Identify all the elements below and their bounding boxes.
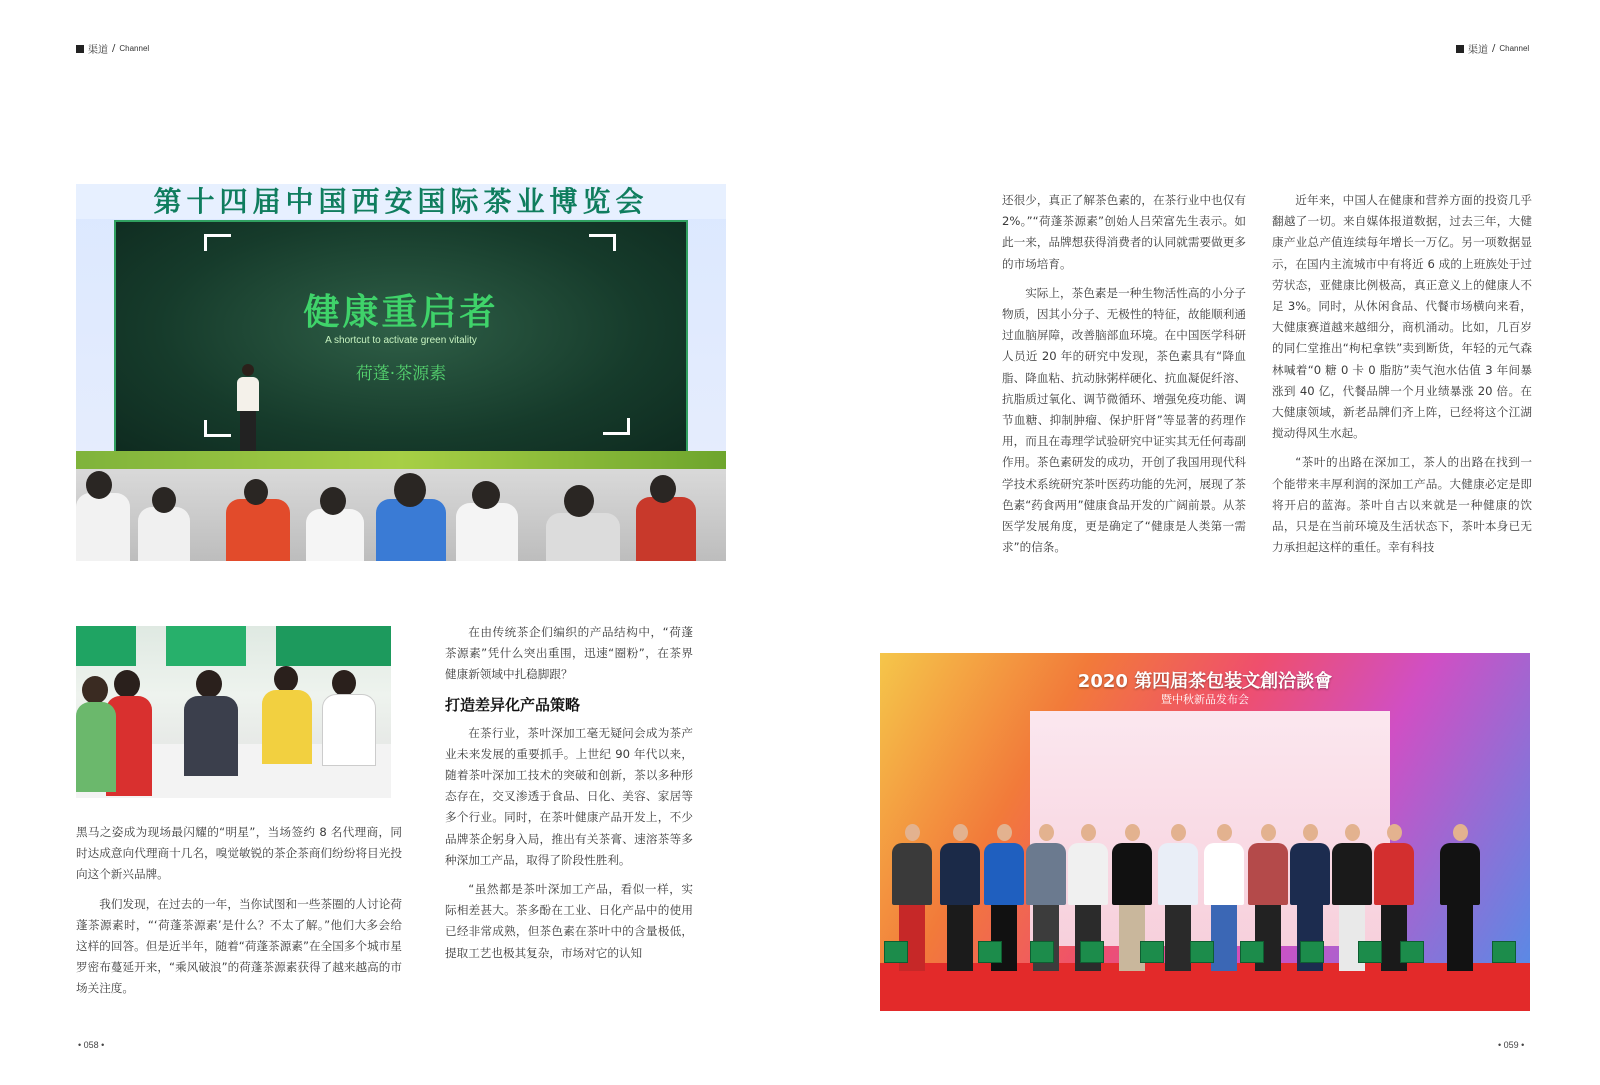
- paragraph: 近年来，中国人在健康和营养方面的投资几乎翻越了一切。来自媒体报道数据，过去三年，大健康产业总产值连续每年增长一万亿。另一项数据显示，在国内主流城市中有将近 6 成的上班族处于过劳状态，亚健康比例极高，真正意义上的健康人不足 3%。同时，从休闲食品、代餐市场横向来看，大健康赛道越来越细分，商机涌动。比如，几百岁的同仁堂推出“枸杞拿铁”卖到断货，年轻的元气森林喊着“0 糖 0 卡 0 脂肪”卖气泡水估值 3 年间暴涨到 40 亿，代餐品牌一个月业绩暴涨 20 倍。在大健康领域，新老品牌们齐上阵，已经将这个江湖搅动得风生水起。: [1272, 193, 1532, 441]
- section-name-en: Channel: [1499, 44, 1530, 53]
- expo-visitors-photo: [76, 626, 391, 798]
- stage-screen: [114, 220, 688, 460]
- section-name: 渠道: [1468, 45, 1488, 56]
- forum-title-year: 2020: [1077, 671, 1128, 692]
- expo-banner: 第十四届中国西安国际茶业博览会: [76, 184, 726, 219]
- section-separator: /: [112, 43, 116, 54]
- paragraph: 在茶行业，茶叶深加工毫无疑问会成为茶产业未来发展的重要抓手。上世纪 90 年代以来，随着茶叶深加工技术的突破和创新，茶以多种形态存在，交叉渗透于食品、日化、美容、家居等多个行业。同时，在茶叶健康产品开发上，不少品牌茶企躬身入局，推出有关茶膏、速溶茶等多种深加工产品，取得了阶段性胜利。: [445, 725, 693, 867]
- square-bullet-icon: [1456, 45, 1464, 53]
- section-heading: 打造差异化产品策略: [445, 695, 581, 714]
- running-header-left: [76, 41, 149, 56]
- paragraph: “虽然都是茶叶深加工产品，看似一样，实际相差甚大。茶多酚在工业、日化产品中的使用已经非常成熟，但茶色素在茶叶中的含量极低，提取工艺也极其复杂，市场对它的认知: [445, 882, 693, 960]
- section-name: 渠道: [88, 45, 108, 56]
- forum-title: [880, 667, 1530, 693]
- square-bullet-icon: [76, 45, 84, 53]
- section-name-en: Channel: [119, 44, 150, 53]
- forum-title-text: 第四届茶包装文創洽談會: [1134, 671, 1333, 692]
- expo-stage-photo: [76, 184, 726, 561]
- speaker-figure: [236, 364, 260, 456]
- paragraph: 实际上，茶色素是一种生物活性高的小分子物质，因其小分子、无极性的特征，故能顺利通过血脑屏障，改善脑部血环境。在中国医学科研人员近 20 年的研究中发现，茶色素具有“降血脂、降血粘、抗动脉粥样硬化、抗血凝促纤溶、抗脂质过氧化、调节微循环、增强免疫功能、调节血糖、抑制肿瘤、保护肝肾”等显著的药理作用，而且在毒理学试验研究中证实其无任何毒副作用。茶色素研发的成功，开创了我国用现代科学技术系统研究茶叶医药功能的先河，展现了茶色素“药食两用”健康食品开发的广阔前景。从茶医学发展角度，更是确定了“健康是人类第一需求”的信条。: [1002, 285, 1246, 555]
- page-number-left: • 058 •: [78, 1040, 105, 1050]
- screen-brand: 荷蓬·茶源素: [355, 364, 447, 384]
- paragraph: 还很少，真正了解茶色素的，在茶行业中也仅有 2%。”“荷蓬茶源素”创始人吕荣富先生表示。如此一来，品牌想获得消费者的认同就需要做更多的市场培育。: [1002, 193, 1246, 271]
- right-column-1: [1002, 190, 1246, 566]
- forum-subtitle: 暨中秋新品发布会: [1161, 693, 1249, 706]
- screen-title: 健康重启者: [303, 292, 499, 333]
- left-column-1: [76, 822, 402, 1008]
- running-header-right: [1456, 41, 1529, 56]
- paragraph: 在由传统茶企们编织的产品结构中，“荷蓬茶源素”凭什么突出重围，迅速“圈粉”，在茶界健康新领域中扎稳脚跟？: [445, 625, 693, 682]
- section-separator: /: [1492, 43, 1496, 54]
- forum-group-photo: [880, 653, 1530, 1011]
- screen-subtitle: A shortcut to activate green vitality: [325, 335, 477, 346]
- audience: [76, 469, 726, 561]
- page-number-right: • 059 •: [1498, 1040, 1525, 1050]
- left-column-2: [445, 622, 693, 972]
- paragraph: 我们发现，在过去的一年，当你试图和一些茶圈的人讨论荷蓬茶源素时，“‘荷蓬茶源素’是什么？不太了解。”他们大多会给这样的回答。但是近半年，随着“荷蓬茶源素”在全国多个城市星罗密布蔓延开来，“乘风破浪”的荷蓬茶源素获得了越来越高的市场关注度。: [76, 896, 402, 996]
- paragraph: “茶叶的出路在深加工，茶人的出路在找到一个能带来丰厚利润的深加工产品。大健康必定是即将开启的蓝海。茶叶自古以来就是一种健康的饮品，只是在当前环境及生活状态下，茶叶本身已无力承担起这样的重任。幸有科技: [1272, 455, 1532, 555]
- right-column-2: [1272, 190, 1532, 566]
- paragraph: 黑马之姿成为现场最闪耀的“明星”，当场签约 8 名代理商，同时达成意向代理商十几名，嗅觉敏锐的茶企茶商们纷纷将目光投向这个新兴品牌。: [76, 825, 402, 882]
